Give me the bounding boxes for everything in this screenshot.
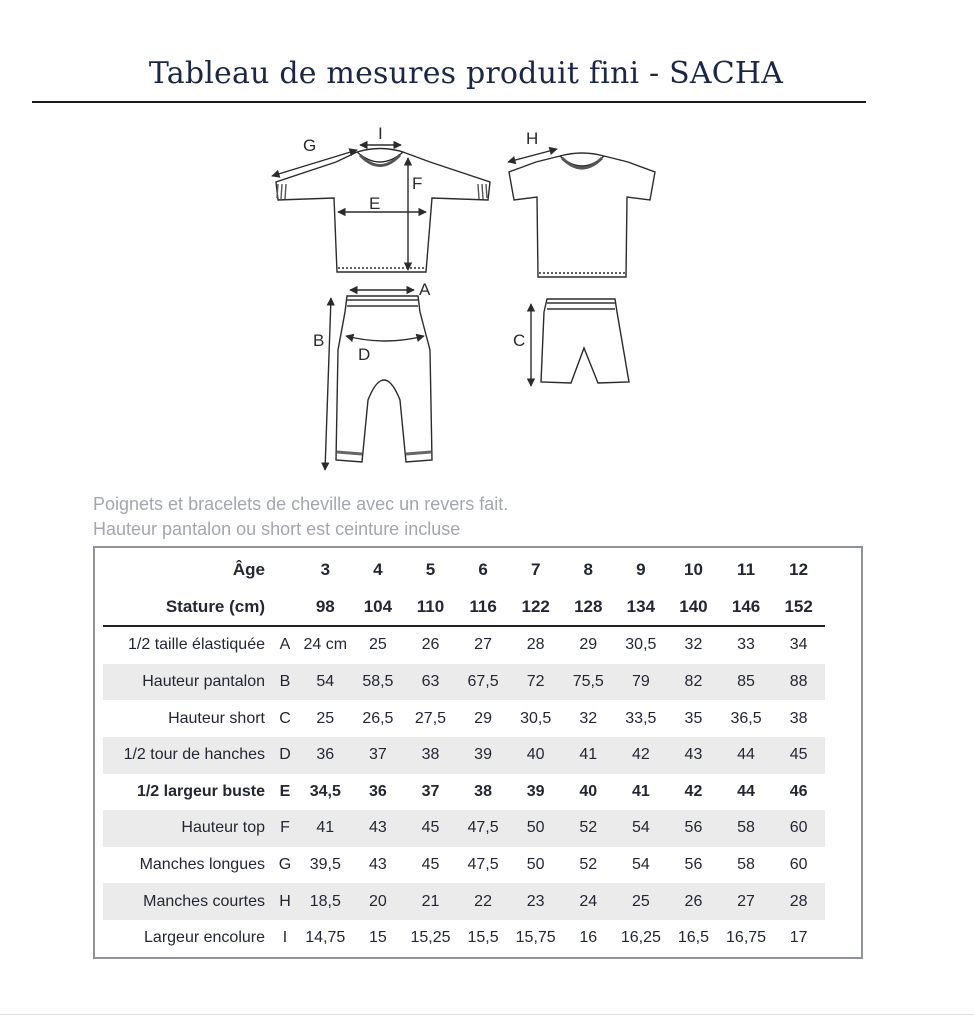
age-row xyxy=(103,552,825,589)
measure-value: 42 xyxy=(615,737,668,774)
measure-value: 15 xyxy=(368,929,387,947)
measure-value: 45 xyxy=(404,810,457,847)
short-sleeve-top-drawing xyxy=(508,149,655,277)
measure-label: Largeur encolure xyxy=(144,929,265,947)
measure-value: 50 xyxy=(526,856,545,874)
measure-value: 88 xyxy=(772,664,825,701)
measure-value: 63 xyxy=(404,664,457,701)
measure-label: 1/2 largeur buste xyxy=(136,782,265,800)
measure-value: 24 cm xyxy=(303,636,348,654)
note-cuffs: Poignets et bracelets de cheville avec un revers fait. xyxy=(93,494,509,514)
measure-letter: F xyxy=(271,810,299,847)
measure-letter: C xyxy=(279,709,291,727)
age-cell: 6 xyxy=(478,560,488,580)
measure-value: 47,5 xyxy=(457,810,510,847)
measure-value: 15,5 xyxy=(467,929,499,947)
measure-value: 38 xyxy=(404,737,457,774)
label-b: B xyxy=(313,331,325,350)
measure-row xyxy=(103,737,825,774)
label-e: E xyxy=(369,194,381,213)
measure-value: 22 xyxy=(457,883,510,920)
measure-value: 39 xyxy=(526,782,545,800)
stature-header: Stature (cm) xyxy=(103,589,271,627)
measure-value: 25 xyxy=(368,636,387,654)
measure-value: 56 xyxy=(667,810,720,847)
measure-row xyxy=(103,664,825,701)
measure-label: Manches longues xyxy=(139,856,265,874)
age-cell: 4 xyxy=(373,560,383,580)
stature-cell: 134 xyxy=(615,589,668,627)
stature-cell: 98 xyxy=(299,589,352,627)
measure-value: 82 xyxy=(667,664,720,701)
measure-value: 35 xyxy=(684,709,703,727)
page-title: Tableau de mesures produit fini - SACHA xyxy=(148,56,784,91)
measure-label: 1/2 taille élastiquée xyxy=(128,636,265,654)
measure-value: 54 xyxy=(615,810,668,847)
measure-label: Hauteur pantalon xyxy=(103,664,271,701)
measure-value: 44 xyxy=(737,782,755,800)
measure-value: 23 xyxy=(509,883,562,920)
size-table xyxy=(103,552,825,957)
stature-cell: 110 xyxy=(404,589,457,627)
measure-value: 38 xyxy=(474,782,492,800)
age-cell: 3 xyxy=(320,560,331,580)
measure-value: 52 xyxy=(562,810,615,847)
measure-value: 52 xyxy=(579,856,598,874)
measure-value: 20 xyxy=(352,883,405,920)
measure-value: 17 xyxy=(789,929,808,947)
measure-value: 39 xyxy=(457,737,510,774)
measure-value: 38 xyxy=(789,709,808,727)
size-table-box xyxy=(93,546,863,959)
measure-label: Manches courtes xyxy=(103,883,271,920)
label-h: H xyxy=(526,129,539,148)
stature-cell: 152 xyxy=(772,589,825,627)
measure-value: 43 xyxy=(667,737,720,774)
measure-value: 47,5 xyxy=(467,856,499,874)
age-cell: 12 xyxy=(789,560,809,580)
measure-letter: H xyxy=(271,883,299,920)
measure-value: 85 xyxy=(720,664,773,701)
measure-value: 28 xyxy=(772,883,825,920)
bottom-divider xyxy=(0,1014,974,1015)
measure-label: Hauteur short xyxy=(168,709,265,727)
age-cell: 7 xyxy=(530,560,541,580)
age-cell: 5 xyxy=(425,560,436,580)
stature-cell: 146 xyxy=(720,589,773,627)
measure-row xyxy=(103,920,825,957)
measure-value: 44 xyxy=(720,737,773,774)
measure-value: 30,5 xyxy=(520,709,552,727)
empty-cell xyxy=(271,589,299,627)
measure-value: 79 xyxy=(615,664,668,701)
measure-value: 25 xyxy=(316,709,335,727)
measure-letter: E xyxy=(279,782,291,800)
measure-value: 37 xyxy=(421,782,440,800)
measure-row xyxy=(103,626,825,664)
stature-row xyxy=(103,589,825,627)
measure-value: 16,5 xyxy=(677,929,710,947)
measure-value: 54 xyxy=(299,664,352,701)
measure-value: 36 xyxy=(368,782,387,800)
stature-cell: 104 xyxy=(352,589,405,627)
measure-value: 40 xyxy=(579,782,598,800)
measure-value: 43 xyxy=(352,810,405,847)
measure-value: 33,5 xyxy=(625,709,657,727)
measure-row xyxy=(103,883,825,920)
measure-label: Hauteur top xyxy=(103,810,271,847)
measure-label: 1/2 tour de hanches xyxy=(103,737,271,774)
measure-value: 45 xyxy=(772,737,825,774)
measure-letter: I xyxy=(282,929,288,947)
age-cell: 9 xyxy=(636,560,646,580)
measure-value: 43 xyxy=(368,856,387,874)
measure-value: 32 xyxy=(579,709,598,727)
measure-value: 18,5 xyxy=(299,883,352,920)
measure-value: 58 xyxy=(720,810,773,847)
measure-value: 37 xyxy=(352,737,405,774)
measure-value: 54 xyxy=(631,856,650,874)
measure-value: 46 xyxy=(789,782,808,800)
measure-value: 41 xyxy=(562,737,615,774)
label-d: D xyxy=(358,345,371,364)
measure-value: 40 xyxy=(509,737,562,774)
measure-letter: B xyxy=(271,664,299,701)
empty-cell xyxy=(271,552,299,589)
measure-letter: A xyxy=(279,636,291,654)
measure-value: 33 xyxy=(737,636,755,654)
shorts-drawing xyxy=(531,299,629,386)
long-sleeve-top-drawing xyxy=(272,145,490,272)
stature-cell: 116 xyxy=(457,589,510,627)
measure-value: 39,5 xyxy=(309,856,341,874)
label-c: C xyxy=(513,331,526,350)
measure-value: 60 xyxy=(789,856,808,874)
measure-value: 41 xyxy=(299,810,352,847)
garment-diagram xyxy=(0,0,974,490)
measure-value: 29 xyxy=(474,709,492,727)
measure-value: 50 xyxy=(509,810,562,847)
measure-value: 41 xyxy=(631,782,650,800)
label-g: G xyxy=(303,136,317,155)
long-pants-drawing xyxy=(325,290,432,470)
measure-value: 32 xyxy=(684,636,703,654)
measure-letter: D xyxy=(271,737,299,774)
measure-value: 26 xyxy=(667,883,720,920)
measure-row xyxy=(103,700,825,737)
measure-value: 16,75 xyxy=(726,929,767,947)
measure-value: 58,5 xyxy=(352,664,405,701)
measure-value: 21 xyxy=(404,883,457,920)
measure-value: 27,5 xyxy=(414,709,447,727)
measure-value: 25 xyxy=(615,883,668,920)
measure-value: 36,5 xyxy=(730,709,762,727)
stature-cell: 140 xyxy=(667,589,720,627)
measure-value: 16,25 xyxy=(620,929,661,947)
measure-value: 34 xyxy=(789,636,808,654)
measure-value: 24 xyxy=(562,883,615,920)
label-i: I xyxy=(378,124,383,143)
measure-value: 26 xyxy=(421,636,440,654)
age-cell: 8 xyxy=(583,560,593,580)
age-header: Âge xyxy=(232,560,265,580)
measure-value: 26,5 xyxy=(362,709,394,727)
measure-value: 42 xyxy=(684,782,703,800)
measure-value: 29 xyxy=(579,636,598,654)
measure-value: 15,25 xyxy=(410,929,451,947)
measure-value: 34,5 xyxy=(309,782,341,800)
note-waistband: Hauteur pantalon ou short est ceinture incluse xyxy=(93,519,461,539)
label-a: A xyxy=(419,280,431,299)
measure-value: 16 xyxy=(579,929,598,947)
measure-row xyxy=(103,847,825,884)
measure-value: 27 xyxy=(474,636,492,654)
measure-value: 67,5 xyxy=(457,664,510,701)
measure-letter: G xyxy=(278,856,292,874)
measure-row xyxy=(103,774,825,811)
measure-value: 45 xyxy=(421,856,440,874)
measure-value: 75,5 xyxy=(562,664,615,701)
measure-value: 14,75 xyxy=(305,929,346,947)
label-f: F xyxy=(412,174,423,193)
measure-value: 58 xyxy=(737,856,755,874)
measure-value: 15,75 xyxy=(515,929,556,947)
measure-value: 36 xyxy=(299,737,352,774)
measure-value: 28 xyxy=(526,636,545,654)
measure-value: 56 xyxy=(684,856,703,874)
stature-cell: 122 xyxy=(509,589,562,627)
age-cell: 10 xyxy=(683,560,703,580)
measure-value: 60 xyxy=(772,810,825,847)
measure-value: 27 xyxy=(720,883,773,920)
measure-value: 30,5 xyxy=(625,636,657,654)
measure-row xyxy=(103,810,825,847)
measure-value: 72 xyxy=(509,664,562,701)
age-cell: 11 xyxy=(737,560,756,580)
stature-cell: 128 xyxy=(562,589,615,627)
